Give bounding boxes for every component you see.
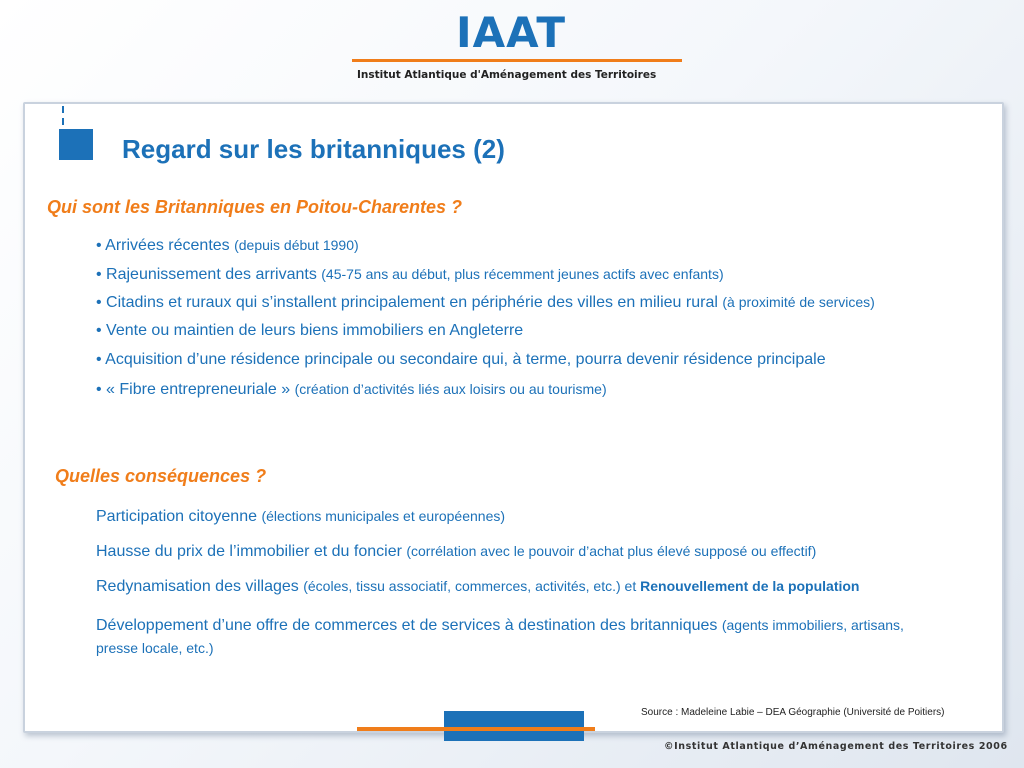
source-citation: Source : Madeleine Labie – DEA Géographie (Université de Poitiers): [641, 707, 945, 718]
item-note: (écoles, tissu associatif, commerces, activités, etc.): [303, 578, 621, 594]
item-note: (création d’activités liés aux loisirs ou au tourisme): [294, 381, 607, 397]
logo-orange-rule: [352, 59, 682, 62]
item-main: • Arrivées récentes: [96, 237, 235, 254]
iaat-logo: IAAT: [456, 8, 567, 57]
list-item: [96, 321, 936, 340]
item-main: • Acquisition d’une résidence principale ou secondaire qui, à terme, pourra devenir résidence principale: [96, 351, 826, 368]
list-item: [96, 236, 936, 255]
decorative-tick: [62, 106, 64, 113]
item-emphasis: Renouvellement de la population: [640, 578, 860, 594]
item-main: Hausse du prix de l’immobilier et du foncier: [96, 543, 407, 560]
list-item: [96, 575, 931, 598]
header: [0, 0, 1024, 100]
list-item: [96, 265, 936, 284]
item-note: (agents immobiliers, artisans, presse locale, etc.): [96, 617, 904, 656]
list-item: [96, 350, 936, 370]
item-note: (corrélation avec le pouvoir d’achat plus élevé supposé ou effectif): [406, 543, 817, 559]
item-note: (depuis début 1990): [234, 237, 359, 253]
decorative-blue-bar: [444, 711, 584, 741]
item-note: (à proximité de services): [722, 294, 875, 310]
who-list: [96, 236, 936, 409]
item-main: Redynamisation des villages: [96, 578, 304, 595]
logo-tagline: Institut Atlantique d'Aménagement des Territoires: [357, 69, 657, 81]
item-main: • Vente ou maintien de leurs biens immobiliers en Angleterre: [96, 322, 524, 339]
slide-title: Regard sur les britanniques (2): [122, 134, 505, 164]
consequences-list: [96, 505, 931, 670]
footer-copyright: ©Institut Atlantique d’Aménagement des Territoires 2006: [664, 741, 1008, 752]
list-item: [96, 540, 931, 563]
decorative-orange-bar: [357, 727, 595, 731]
item-note: (élections municipales et européennes): [261, 508, 506, 524]
item-main: • Citadins et ruraux qui s’installent principalement en périphérie des villes en milieu rural: [96, 294, 723, 311]
item-main: • Rajeunissement des arrivants: [96, 266, 322, 283]
list-item: [96, 505, 931, 528]
list-item: [96, 614, 931, 660]
title-square-icon: [59, 129, 93, 160]
list-item: [96, 294, 936, 311]
list-item: [96, 380, 936, 399]
section-heading-consequences: Quelles conséquences ?: [55, 466, 267, 486]
item-note: (45-75 ans au début, plus récemment jeunes actifs avec enfants): [321, 266, 724, 282]
item-main: Développement d’une offre de commerces et de services à destination des britanniques: [96, 617, 722, 634]
decorative-tick: [62, 118, 64, 125]
item-main: • « Fibre entrepreneuriale »: [96, 381, 295, 398]
item-main: Participation citoyenne: [96, 508, 262, 525]
item-joiner: et: [620, 578, 641, 594]
section-heading-who: Qui sont les Britanniques en Poitou-Charentes ?: [47, 197, 463, 217]
